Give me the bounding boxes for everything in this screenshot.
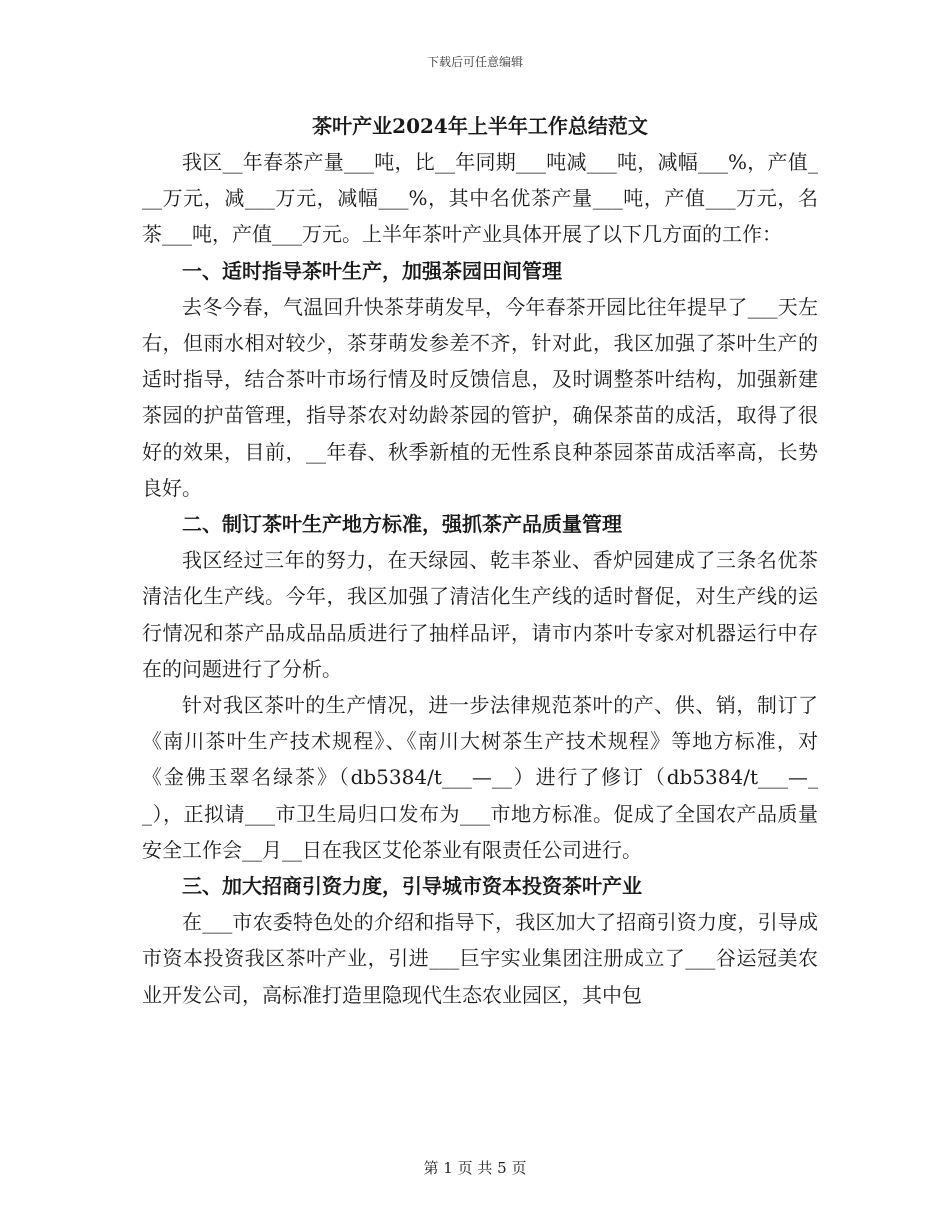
section3-paragraph: 在___市农委特色处的介绍和指导下，我区加大了招商引资力度，引导成市资本投资我区茶叶产业，引进___巨宇实业集团注册成立了___谷运冠美农业开发公司，高标准打造里隐现代生态农业园区，其中包 [142,910,818,1007]
section1-paragraph: 去冬今春，气温回升快茶芽萌发早，今年春茶开园比往年提早了___天左右，但雨水相对较少，茶芽萌发参差不齐，针对此，我区加强了茶叶生产的适时指导，结合茶叶市场行情及时反馈信息，及时调整茶叶结构，加强新建茶园的护苗管理，指导茶农对幼龄茶园的管护，确保茶苗的成活，取得了很好的效果，目前，__年春、秋季新植的无性系良种茶园茶苗成活率高，长势良好。 [142,294,818,500]
intro-paragraph: 我区__年春茶产量___吨，比__年同期___吨减___吨，减幅___%，产值___万元，减___万元，减幅___%，其中名优茶产量___吨，产值___万元，名茶___吨，产值___万元。上半年茶叶产业具体开展了以下几方面的工作： [142,150,818,247]
section2-paragraph-1: 我区经过三年的努力，在天绿园、乾丰茶业、香炉园建成了三条名优茶清洁化生产线。今年，我区加强了清洁化生产线的适时督促，对生产线的运行情况和茶产品成品品质进行了抽样品评，请市内茶叶专家对机器运行中存在的问题进行了分析。 [142,548,818,681]
section-heading-3: 三、加大招商引资力度，引导城市资本投资茶叶产业 [182,874,642,899]
page-footer: 第 1 页 共 5 页 [423,1159,527,1177]
section-heading-1: 一、适时指导茶叶生产，加强茶园田间管理 [182,258,562,283]
document-title: 茶叶产业2024年上半年工作总结范文 [312,114,648,138]
document-body [142,108,818,1013]
section-heading-2: 二、制订茶叶生产地方标准，强抓茶产品质量管理 [182,512,622,537]
section2-paragraph-2: 针对我区茶叶的生产情况，进一步法律规范茶叶的产、供、销，制订了《南川茶叶生产技术规程》、《南川大树茶生产技术规程》等地方标准，对《金佛玉翠名绿茶》（db5384/t___—__）进行了修订（db5384/t___—__），正拟请___市卫生局归口发布为___市地方标准。促成了全国农产品质量安全工作会__月__日在我区艾伦茶业有限责任公司进行。 [142,693,818,862]
header-note: 下载后可任意编辑 [426,55,523,69]
